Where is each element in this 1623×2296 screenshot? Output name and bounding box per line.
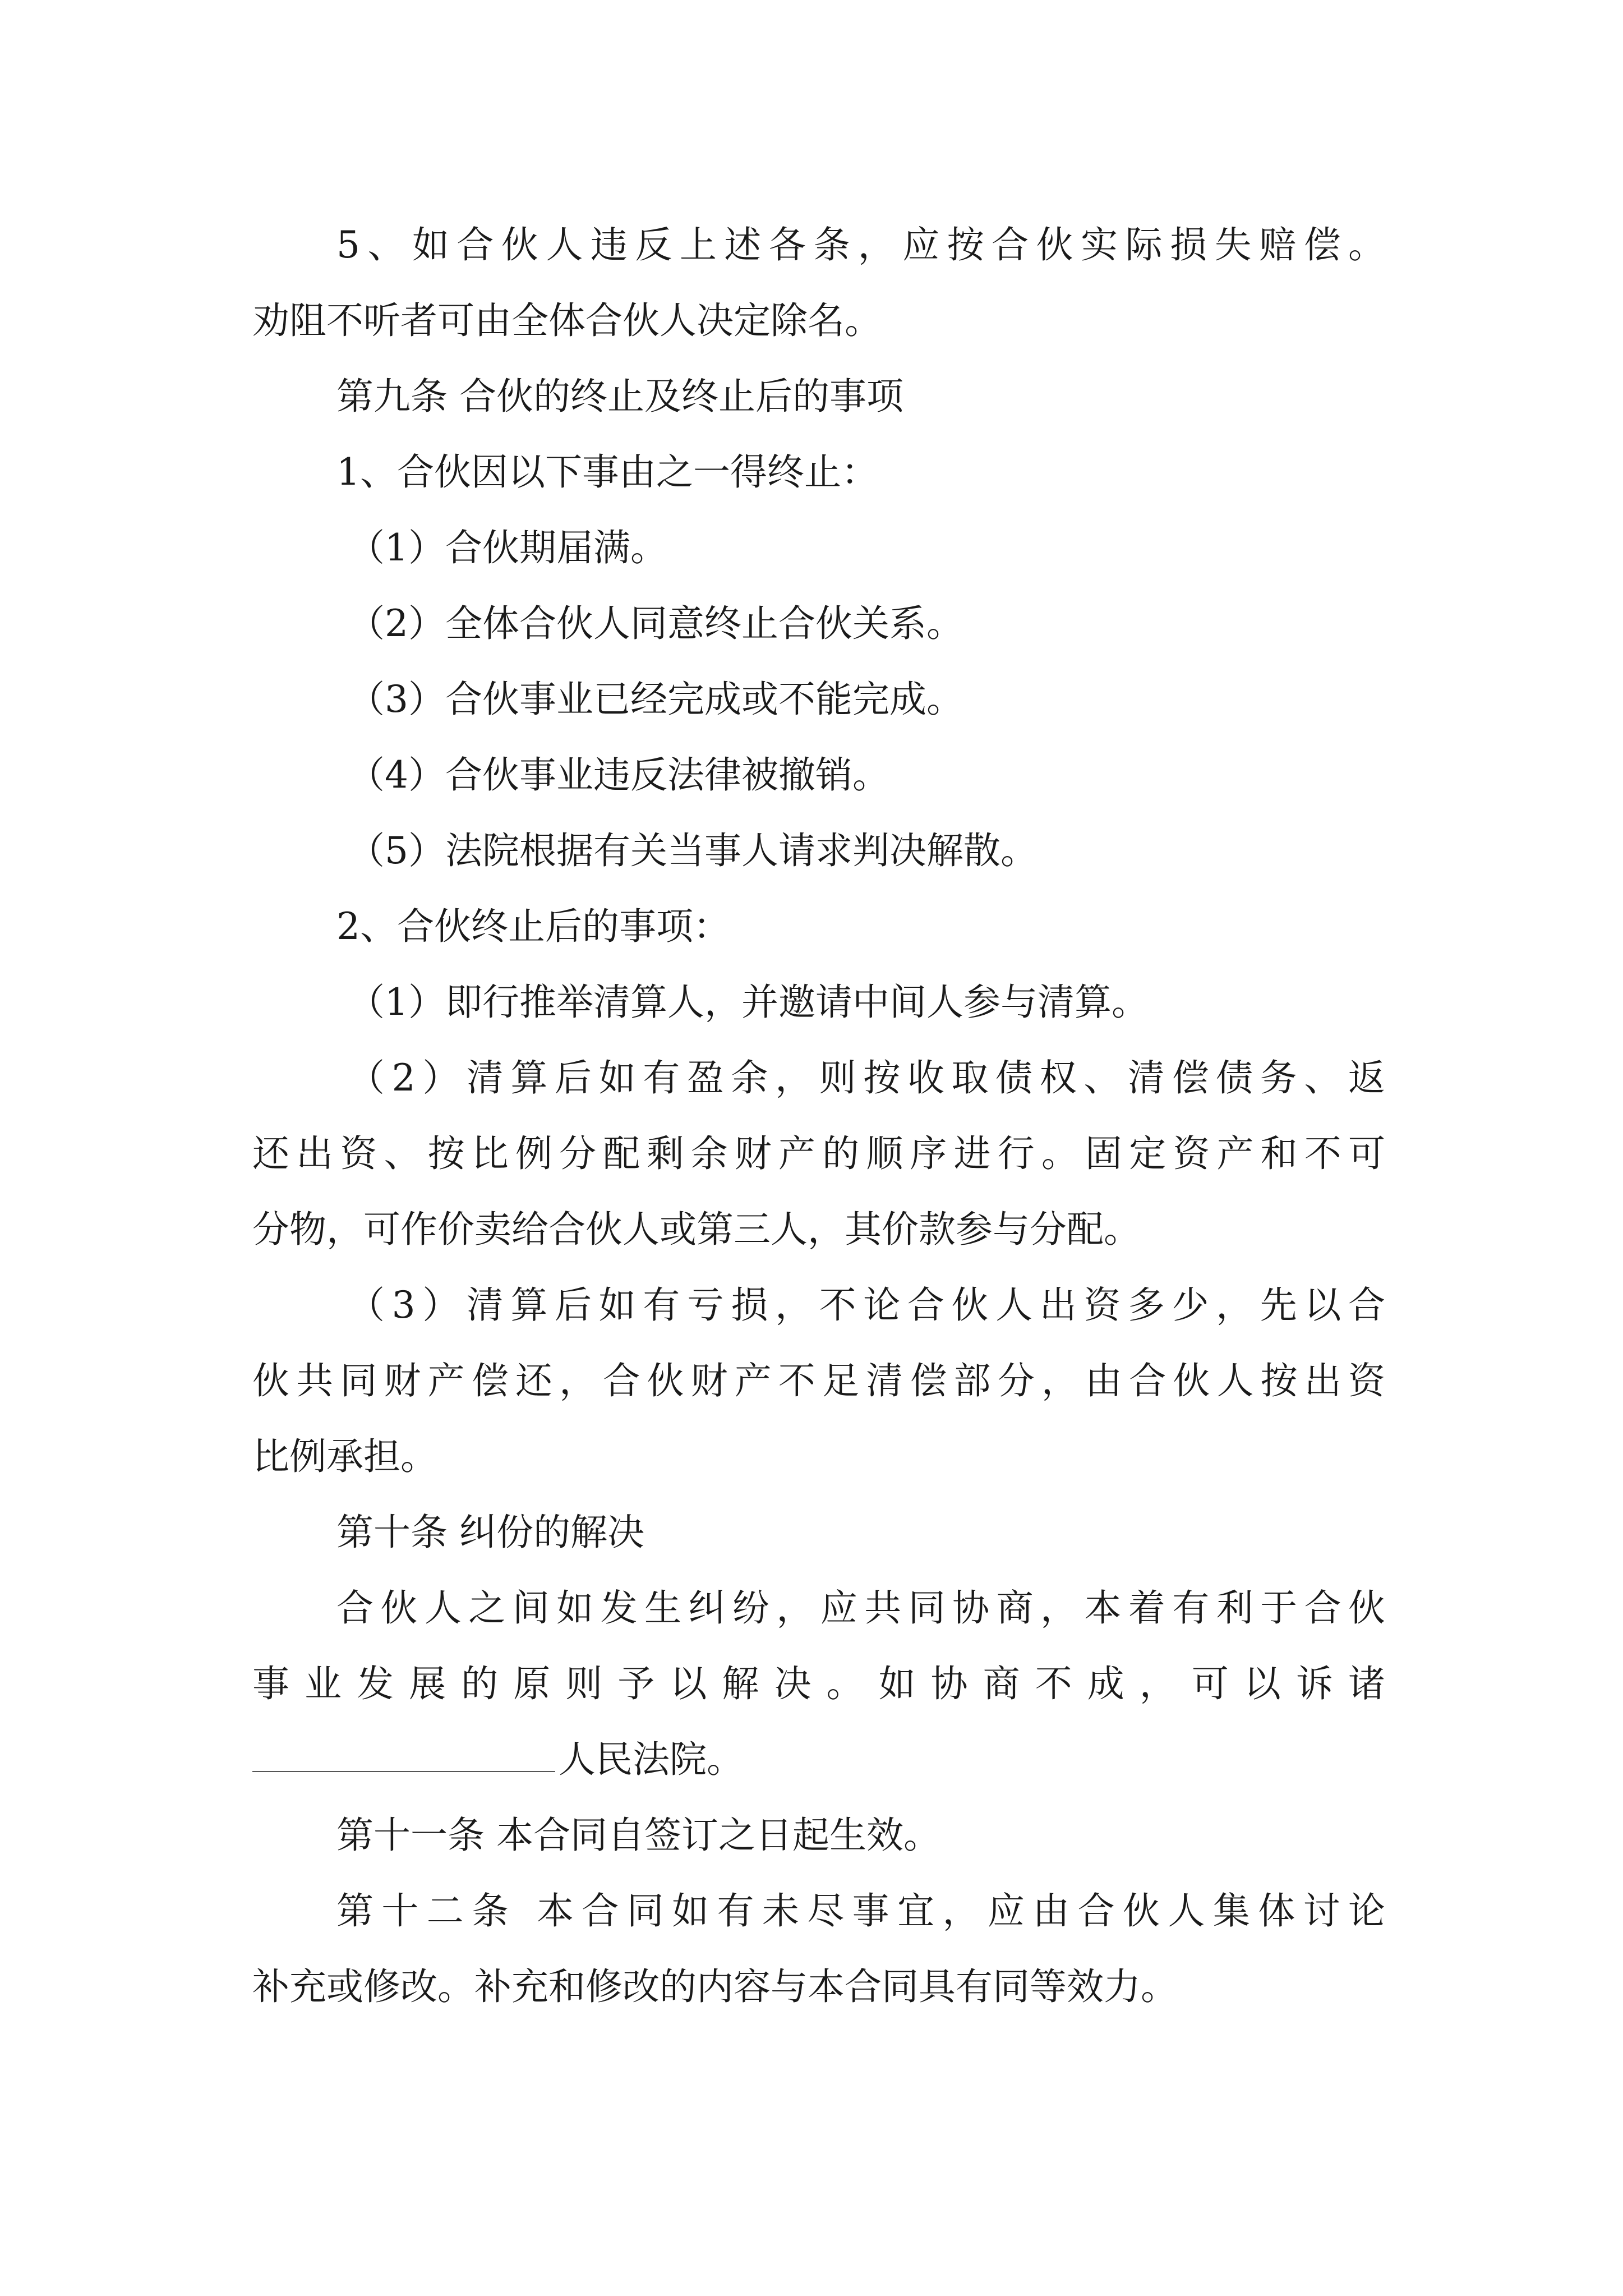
article-10-heading: 第十条 纠份的解决 [336,1511,644,1554]
article-9-item-1-sub-5: （5）法院根据有关当事人请求判决解散。 [348,829,1038,872]
clause-8-item-5-line-1: 5、如合伙人违反上述各条，应按合伙实际损失赔偿。 [336,223,1385,266]
article-9-item-2-sub-3-line-1: （3）清算后如有亏损，不论合伙人出资多少，先以合 [348,1283,1385,1327]
article-9-item-1-sub-4: （4）合伙事业违反法律被撤销。 [348,753,889,797]
clause-8-item-5-line-2: 劝阻不听者可由全体合伙人决定除名。 [252,299,882,342]
article-9-heading: 第九条 合伙的终止及终止后的事项 [336,375,903,418]
article-9-item-2-sub-2-line-3: 分物，可作价卖给合伙人或第三人，其价款参与分配。 [252,1208,1141,1251]
article-9-item-2: 2、合伙终止后的事项： [336,905,730,948]
article-12-line-2: 补充或修改。补充和修改的内容与本合同具有同等效力。 [252,1965,1178,2008]
article-10-body-line-3 [252,1732,1385,1788]
article-10-body-line-3-text: 人民法院。 [559,1738,744,1781]
article-9-item-1: 1、合伙因以下事由之一得终止： [336,450,878,494]
article-12-line-1: 第十二条 本合同如有未尽事宜，应由合伙人集体讨论 [336,1889,1385,1932]
article-9-item-1-sub-2: （2）全体合伙人同意终止合伙关系。 [348,602,963,645]
article-11: 第十一条 本合同自签订之日起生效。 [336,1814,940,1857]
court-name-blank [252,1734,555,1772]
article-9-item-2-sub-2-line-1: （2）清算后如有盈余，则按收取债权、清偿债务、返 [348,1056,1385,1099]
article-9-item-1-sub-3: （3）合伙事业已经完成或不能完成。 [348,678,963,721]
article-9-item-1-sub-1: （1）合伙期届满。 [348,526,667,569]
article-9-item-2-sub-3-line-3: 比例承担。 [252,1435,437,1478]
article-10-body-line-1: 合伙人之间如发生纠纷，应共同协商，本着有利于合伙 [336,1586,1385,1630]
article-9-item-2-sub-3-line-2: 伙共同财产偿还，合伙财产不足清偿部分，由合伙人按出资 [252,1359,1385,1402]
article-9-item-2-sub-2-line-2: 还出资、按比例分配剩余财产的顺序进行。固定资产和不可 [252,1132,1385,1175]
article-9-item-2-sub-1: （1）即行推举清算人，并邀请中间人参与清算。 [348,981,1149,1024]
article-10-body-line-2: 事业发展的原则予以解决。如协商不成，可以诉诸 [252,1662,1385,1705]
